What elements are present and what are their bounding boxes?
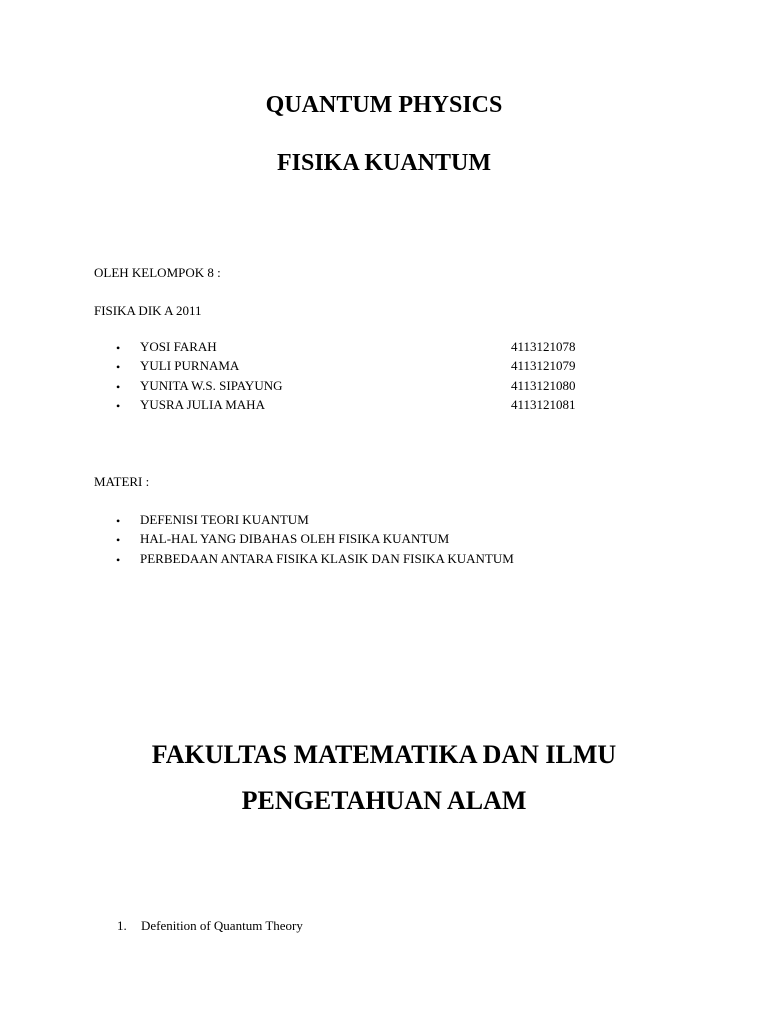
chapter-number: 1. bbox=[117, 918, 127, 933]
materi-label: MATERI : bbox=[94, 474, 150, 489]
bullet-icon: • bbox=[116, 533, 121, 548]
member-nim: 4113121081 bbox=[511, 396, 576, 412]
member-item bbox=[94, 397, 614, 416]
bullet-icon: • bbox=[116, 398, 121, 413]
member-name: YOSI FARAH bbox=[140, 339, 217, 354]
class-label: FISIKA DIK A 2011 bbox=[94, 303, 202, 318]
bullet-icon: • bbox=[116, 379, 121, 394]
member-item bbox=[94, 378, 614, 397]
topic-text: PERBEDAAN ANTARA FISIKA KLASIK DAN FISIKA KUANTUM bbox=[140, 550, 514, 566]
member-name: YULI PURNAMA bbox=[140, 358, 240, 374]
member-nim: 4113121080 bbox=[511, 377, 576, 393]
faculty-line-2: PENGETAHUAN ALAM bbox=[241, 786, 527, 815]
bullet-icon: • bbox=[116, 514, 121, 528]
topic-text: DEFENISI TEORI KUANTUM bbox=[140, 512, 309, 527]
member-name: YUNITA W.S. SIPAYUNG bbox=[140, 377, 283, 393]
member-nim: 4113121079 bbox=[511, 358, 576, 374]
title-english: QUANTUM PHYSICS bbox=[265, 92, 503, 118]
title-indonesian: FISIKA KUANTUM bbox=[276, 150, 492, 176]
member-item bbox=[94, 339, 614, 358]
topic-text: HAL-HAL YANG DIBAHAS OLEH FISIKA KUANTUM bbox=[140, 531, 450, 547]
member-list bbox=[94, 339, 614, 416]
group-label: OLEH KELOMPOK 8 : bbox=[94, 265, 221, 280]
member-item bbox=[94, 358, 614, 377]
bullet-icon: • bbox=[116, 552, 121, 567]
chapter-item bbox=[117, 918, 303, 934]
topic-item bbox=[94, 531, 654, 550]
topic-item bbox=[94, 512, 654, 531]
chapter-title: Defenition of Quantum Theory bbox=[141, 918, 303, 933]
member-name: YUSRA JULIA MAHA bbox=[140, 396, 265, 412]
bullet-icon: • bbox=[116, 360, 121, 375]
topic-item bbox=[94, 551, 654, 570]
topic-list bbox=[94, 512, 654, 570]
member-nim: 4113121078 bbox=[511, 339, 576, 354]
faculty-line-1: FAKULTAS MATEMATIKA DAN ILMU bbox=[151, 740, 617, 769]
bullet-icon: • bbox=[116, 341, 121, 355]
chapter-list bbox=[117, 918, 303, 934]
